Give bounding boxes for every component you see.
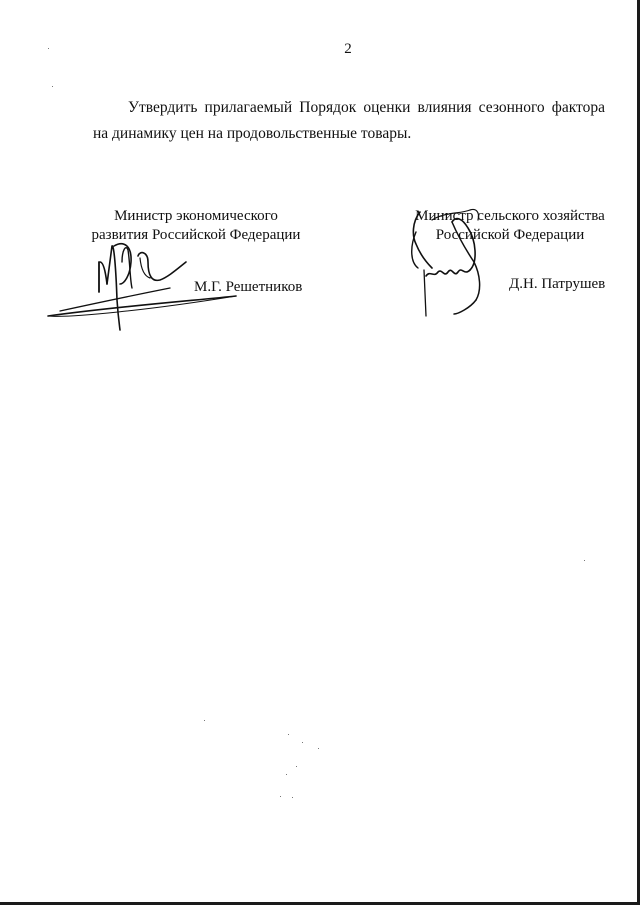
right-signatory-name: Д.Н. Патрушев bbox=[509, 276, 606, 292]
scan-speck bbox=[318, 748, 319, 749]
left-signature bbox=[48, 244, 236, 330]
scan-speck bbox=[302, 742, 303, 743]
left-title-line-2: развития Российской Федерации bbox=[91, 227, 301, 243]
right-signature bbox=[412, 209, 480, 316]
left-signatory-name: М.Г. Решетников bbox=[194, 279, 303, 295]
right-title-line-1: Министр сельского хозяйства bbox=[415, 208, 605, 224]
scan-speck bbox=[280, 796, 281, 797]
left-title-line-1: Министр экономического bbox=[114, 208, 278, 224]
scan-speck bbox=[48, 48, 49, 49]
scan-speck bbox=[288, 734, 289, 735]
scan-speck bbox=[52, 86, 53, 87]
scan-speck bbox=[296, 766, 297, 767]
resolution-line-2: на динамику цен на продовольственные товары. bbox=[93, 125, 412, 142]
scan-speck bbox=[584, 560, 585, 561]
scan-speck bbox=[292, 797, 293, 798]
scan-speck bbox=[286, 774, 287, 775]
scan-speck bbox=[204, 720, 205, 721]
page-number: 2 bbox=[344, 41, 352, 57]
right-title-line-2: Российской Федерации bbox=[435, 227, 585, 243]
resolution-line-1: Утвердить прилагаемый Порядок оценки влияния сезонного фактора bbox=[128, 99, 605, 116]
